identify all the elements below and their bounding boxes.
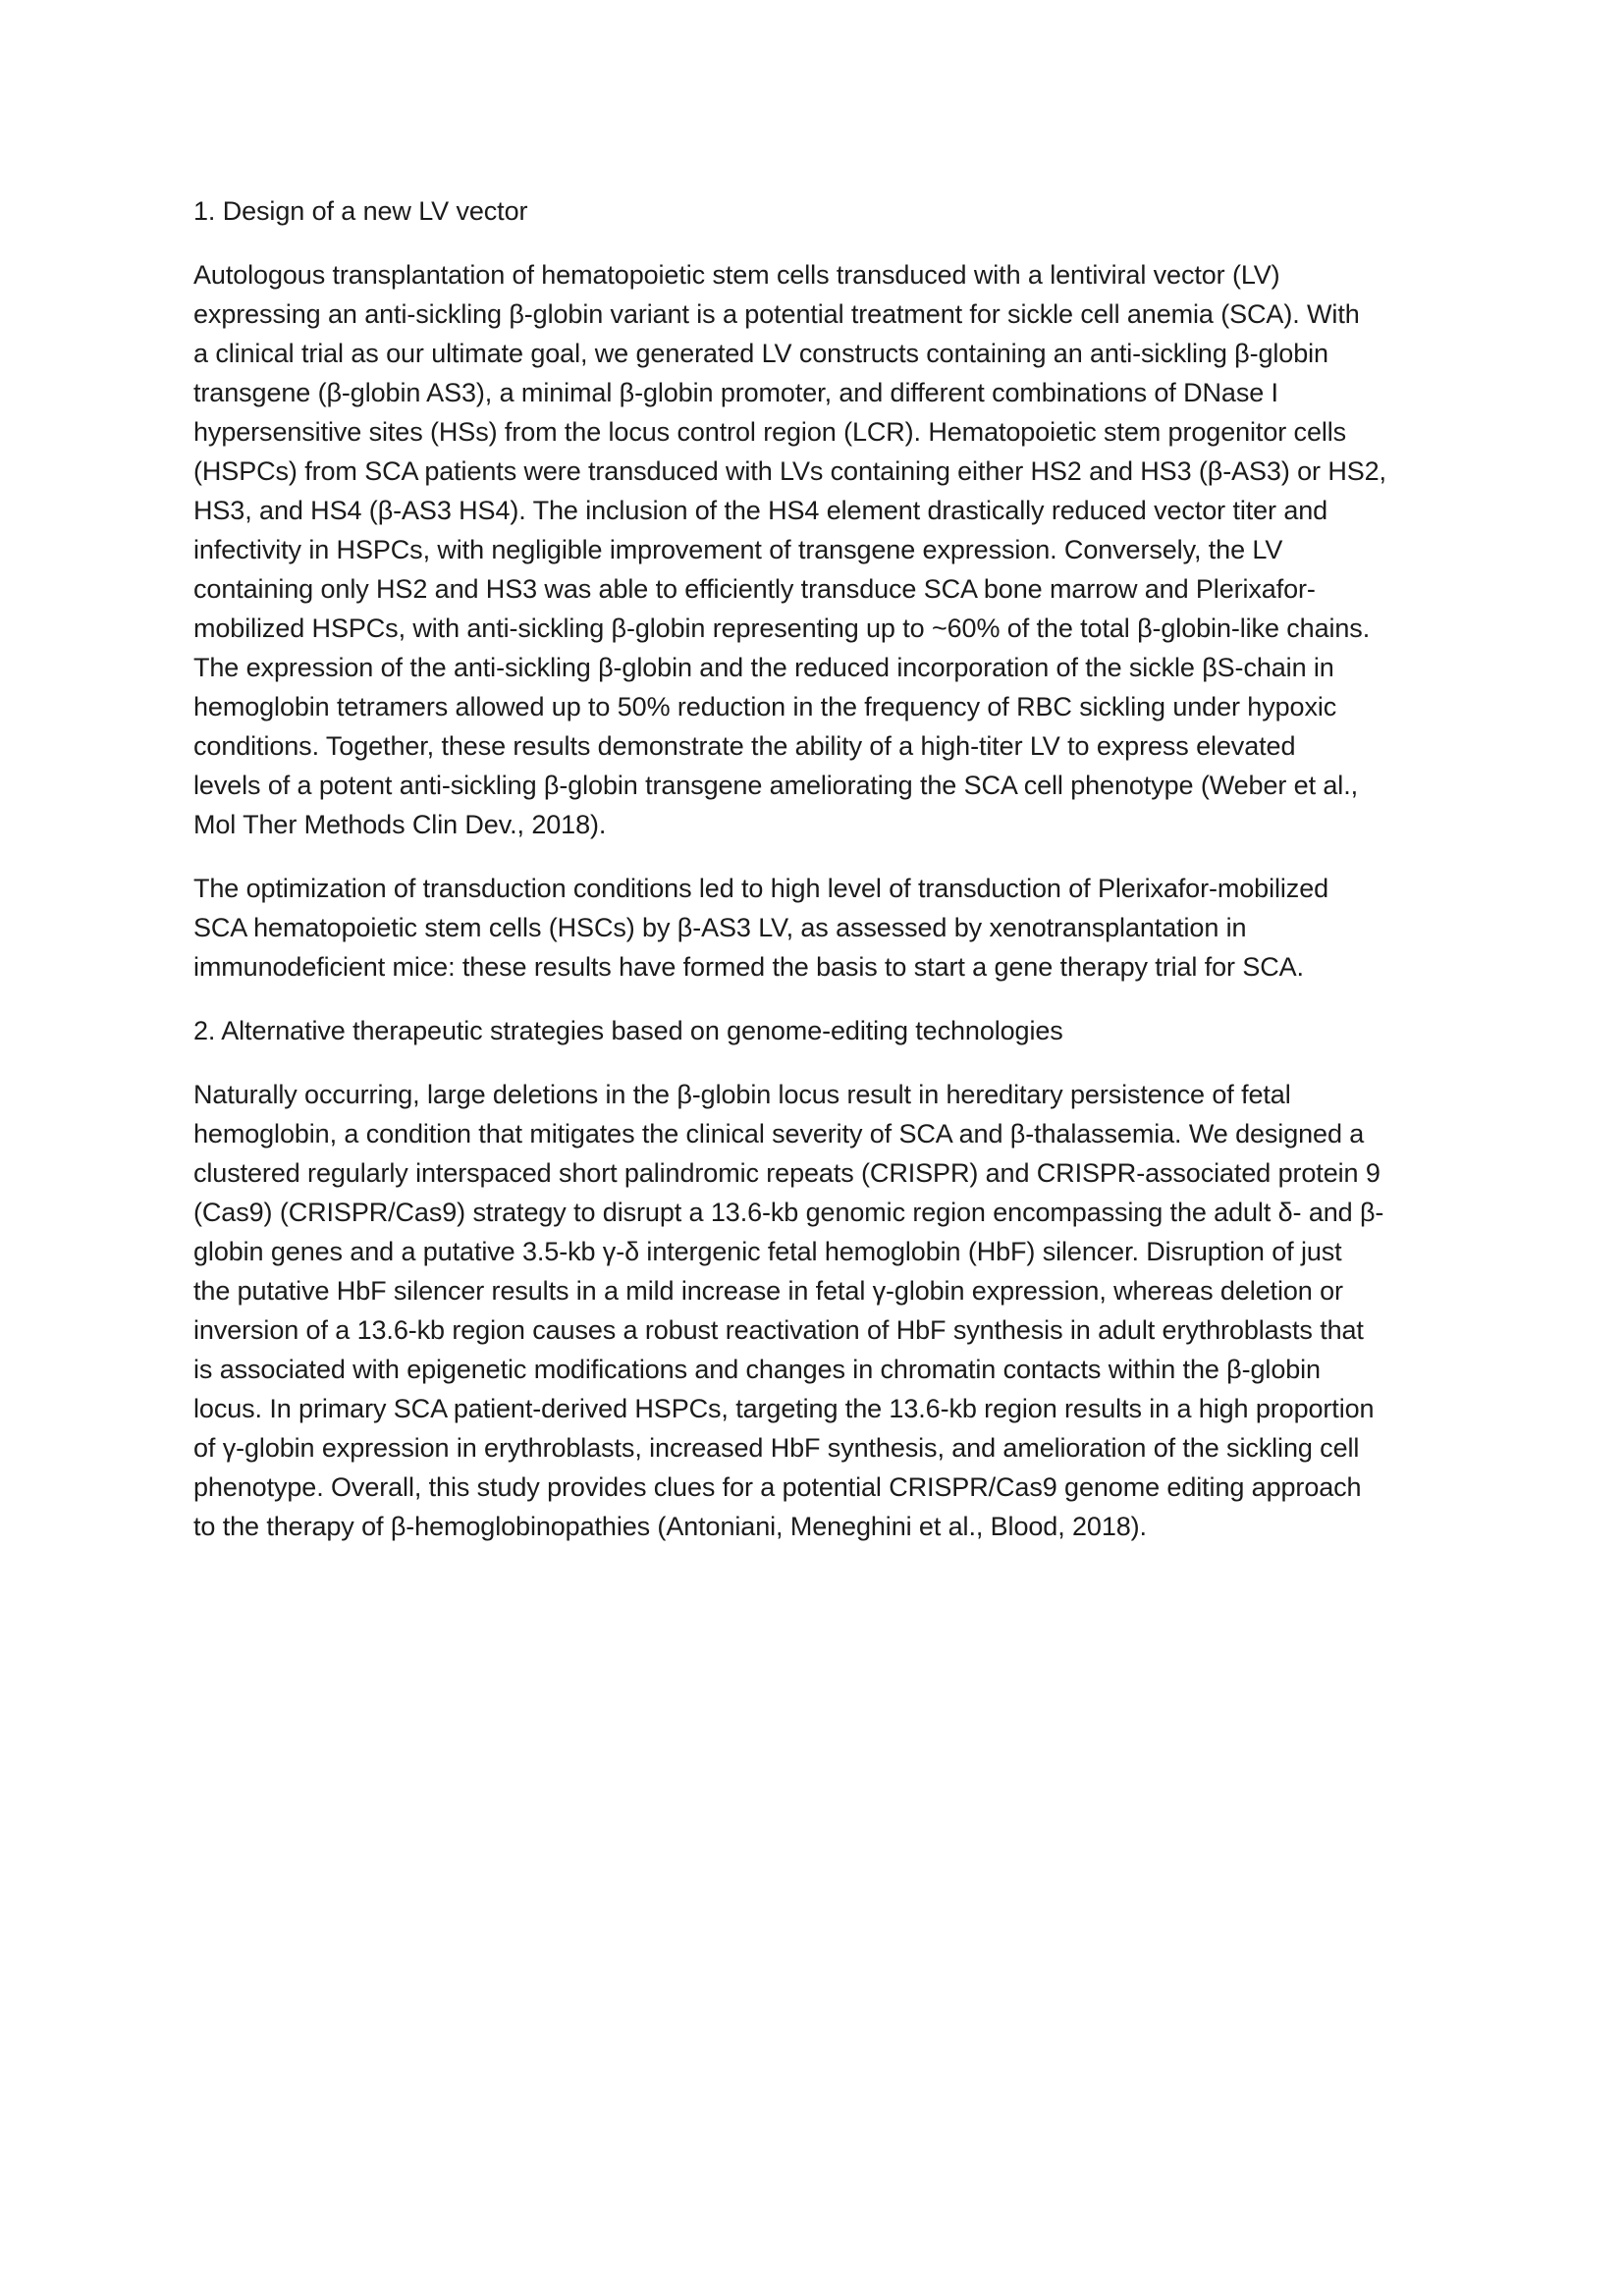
text-line: clustered regularly interspaced short palindromic repeats (CRISPR) and CRISPR-associated protein 9 [193, 1158, 1380, 1188]
text-line: (HSPCs) from SCA patients were transduced with LVs containing either HS2 and HS3 (β-AS3) or HS2, [193, 456, 1386, 486]
text-line: globin genes and a putative 3.5-kb γ-δ intergenic fetal hemoglobin (HbF) silencer. Disruption of just [193, 1237, 1342, 1266]
text-line: Autologous transplantation of hematopoietic stem cells transduced with a lentiviral vector (LV) [193, 260, 1280, 290]
text-line: (Cas9) (CRISPR/Cas9) strategy to disrupt a 13.6-kb genomic region encompassing the adult δ- and β- [193, 1198, 1384, 1227]
text-line: The expression of the anti-sickling β-globin and the reduced incorporation of the sickle βS-chain in [193, 653, 1334, 682]
text-line: to the therapy of β-hemoglobinopathies (Antoniani, Meneghini et al., Blood, 2018). [193, 1512, 1147, 1541]
text-line: containing only HS2 and HS3 was able to efficiently transduce SCA bone marrow and Plerixafor- [193, 574, 1316, 604]
text-line: hypersensitive sites (HSs) from the locus control region (LCR). Hematopoietic stem progenitor cells [193, 417, 1347, 447]
text-line: is associated with epigenetic modifications and changes in chromatin contacts within the β-globin [193, 1355, 1321, 1384]
section-heading-1 [193, 191, 1450, 231]
text-line: of γ-globin expression in erythroblasts, increased HbF synthesis, and amelioration of the sickling cell [193, 1433, 1360, 1463]
text-line: conditions. Together, these results demonstrate the ability of a high-titer LV to express elevated [193, 731, 1296, 761]
text-line: Mol Ther Methods Clin Dev., 2018). [193, 810, 607, 839]
text-line: HS3, and HS4 (β-AS3 HS4). The inclusion of the HS4 element drastically reduced vector titer and [193, 496, 1328, 525]
text-line: hemoglobin tetramers allowed up to 50% reduction in the frequency of RBC sickling under hypoxic [193, 692, 1337, 721]
text-line: hemoglobin, a condition that mitigates the clinical severity of SCA and β-thalassemia. We designed a [193, 1119, 1365, 1148]
text-line: expressing an anti-sickling β-globin variant is a potential treatment for sickle cell anemia (SCA). With [193, 299, 1360, 329]
text-line: The optimization of transduction conditions led to high level of transduction of Plerixafor-mobilized [193, 874, 1329, 903]
heading-text: 1. Design of a new LV vector [193, 196, 528, 226]
section-heading-2 [193, 1011, 1450, 1050]
text-line: levels of a potent anti-sickling β-globin transgene ameliorating the SCA cell phenotype (Weber et al., [193, 771, 1359, 800]
text-line: immunodeficient mice: these results have formed the basis to start a gene therapy trial for SCA. [193, 952, 1304, 982]
document-body [193, 191, 1450, 1571]
text-line: inversion of a 13.6-kb region causes a robust reactivation of HbF synthesis in adult erythroblasts that [193, 1315, 1364, 1345]
text-line: transgene (β-globin AS3), a minimal β-globin promoter, and different combinations of DNase I [193, 378, 1278, 407]
text-line: SCA hematopoietic stem cells (HSCs) by β-AS3 LV, as assessed by xenotransplantation in [193, 913, 1247, 942]
text-line: the putative HbF silencer results in a mild increase in fetal γ-globin expression, whereas deletion or [193, 1276, 1343, 1306]
paragraph-transduction [193, 869, 1450, 987]
paragraph-genome-editing [193, 1075, 1450, 1546]
text-line: locus. In primary SCA patient-derived HSPCs, targeting the 13.6-kb region results in a high proportion [193, 1394, 1375, 1423]
paragraph-lv-vector [193, 255, 1450, 844]
text-line: a clinical trial as our ultimate goal, we generated LV constructs containing an anti-sickling β-globin [193, 339, 1328, 368]
text-line: Naturally occurring, large deletions in the β-globin locus result in hereditary persistence of fetal [193, 1080, 1291, 1109]
text-line: infectivity in HSPCs, with negligible improvement of transgene expression. Conversely, the LV [193, 535, 1283, 564]
heading-text: 2. Alternative therapeutic strategies based on genome-editing technologies [193, 1016, 1063, 1045]
text-line: phenotype. Overall, this study provides clues for a potential CRISPR/Cas9 genome editing approach [193, 1472, 1362, 1502]
text-line: mobilized HSPCs, with anti-sickling β-globin representing up to ~60% of the total β-globin-like chains. [193, 614, 1371, 643]
